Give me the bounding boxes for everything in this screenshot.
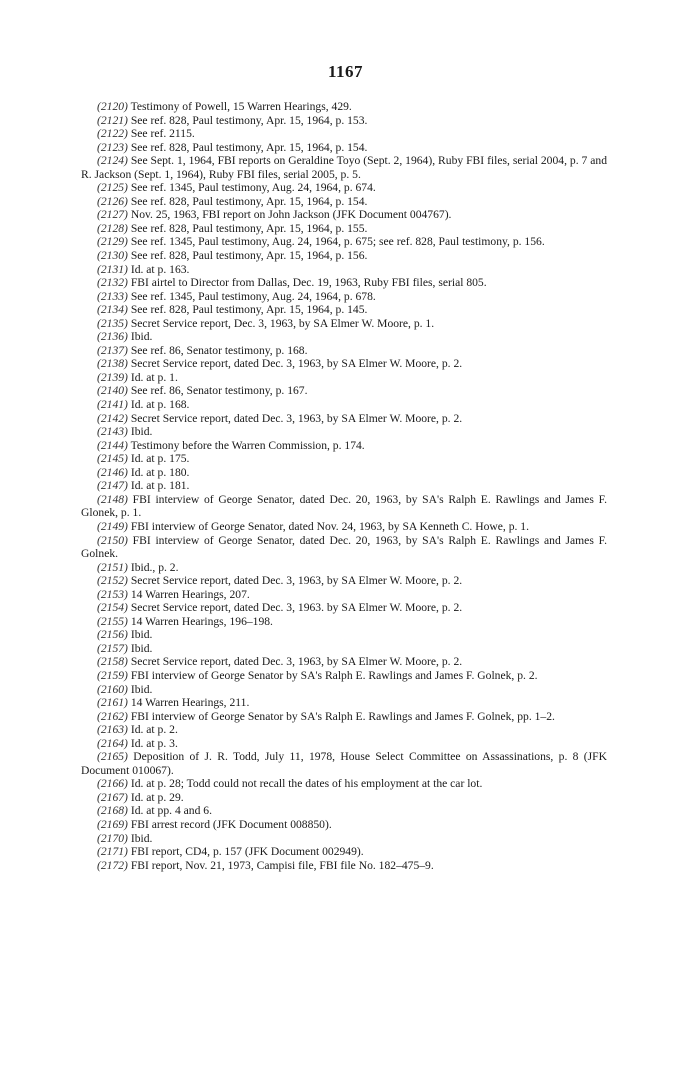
footnote-entry [81,466,607,480]
footnote-text: Secret Service report, Dec. 3, 1963, by SA Elmer W. Moore, p. 1. [130,316,435,330]
footnote-entry [81,845,607,859]
footnote-text: FBI interview of George Senator by SA's Ralph E. Rawlings and James F. Golnek, p. 2. [130,668,538,682]
footnote-entry [81,737,607,751]
footnote-number: (2155) [97,614,128,628]
footnote-text: FBI report, Nov. 21, 1973, Campisi file, FBI file No. 182–475–9. [130,858,434,872]
footnote-entry [81,114,607,128]
footnote-number: (2156) [97,628,128,642]
footnote-number: (2170) [97,831,128,845]
footnote-number: (2126) [97,194,128,208]
footnote-entry [81,208,607,222]
footnote-text: Id. at p. 180. [130,465,190,479]
footnote-number: (2161) [97,696,128,710]
footnote-entry [81,195,607,209]
footnote-number: (2148) [97,492,128,506]
footnote-text: Id. at p. 29. [130,790,184,804]
footnote-number: (2136) [97,330,128,344]
footnote-entry [81,290,607,304]
footnote-entry [81,534,607,561]
footnote-entry [81,561,607,575]
page-number: 1167 [327,62,364,81]
footnote-text: See Sept. 1, 1964, FBI reports on Geraldine Toyo (Sept. 2, 1964), Ruby FBI files, serial 2004, p. 7 and R. Jackson (Sept. 1, 1964), Ruby FBI files, serial 2005, p. 5. [81,154,607,181]
footnote-entry [81,235,607,249]
footnote-entry [81,615,607,629]
footnote-number: (2166) [97,777,128,791]
footnote-number: (2135) [97,316,128,330]
footnote-number: (2140) [97,384,128,398]
footnote-entry [81,710,607,724]
footnote-number: (2160) [97,682,128,696]
footnote-text: Id. at p. 1. [130,370,178,384]
footnote-entry [81,628,607,642]
footnote-entry [81,398,607,412]
footnote-number: (2128) [97,221,128,235]
footnote-text: Secret Service report, dated Dec. 3, 1963, by SA Elmer W. Moore, p. 2. [130,357,463,371]
footnote-entry [81,791,607,805]
footnote-text: See ref. 828, Paul testimony, Apr. 15, 1964, p. 155. [130,221,368,235]
footnote-text: FBI interview of George Senator, dated Dec. 20, 1963, by SA's Ralph E. Rawlings and James F. Golnek. [81,533,607,561]
footnote-text: See ref. 1345, Paul testimony, Aug. 24, 1964, p. 675; see ref. 828, Paul testimony, p. 156. [130,235,545,249]
footnote-entry [81,520,607,534]
footnote-entry [81,723,607,737]
footnote-entry [81,750,607,777]
footnote-text: FBI airtel to Director from Dallas, Dec. 19, 1963, Ruby FBI files, serial 805. [130,276,487,290]
footnote-entry [81,154,607,181]
footnote-number: (2151) [97,560,128,574]
footnote-text: See ref. 86, Senator testimony, p. 168. [130,343,308,357]
footnote-text: Secret Service report, dated Dec. 3, 1963. by SA Elmer W. Moore, p. 2. [130,601,463,615]
footnote-number: (2167) [97,790,128,804]
footnote-number: (2157) [97,641,128,655]
footnote-text: Testimony before the Warren Commission, p. 174. [130,438,365,452]
footnote-number: (2138) [97,357,128,371]
footnote-text: Id. at p. 2. [130,723,178,737]
footnote-text: 14 Warren Hearings, 207. [130,587,250,601]
footnote-number: (2171) [97,845,128,859]
footnote-number: (2169) [97,817,128,831]
footnote-entry [81,479,607,493]
footnote-text: Deposition of J. R. Todd, July 11, 1978, House Select Committee on Assassinations, p. 8 (JFK Document 010067). [81,750,607,777]
footnote-number: (2163) [97,723,128,737]
footnote-text: FBI interview of George Senator, dated Dec. 20, 1963, by SA's Ralph E. Rawlings and James F. Glonek, p. 1. [81,492,607,520]
footnote-number: (2144) [97,438,128,452]
footnote-entry [81,683,607,697]
footnote-entry [81,249,607,263]
footnote-text: FBI report, CD4, p. 157 (JFK Document 002949). [130,845,364,859]
footnote-entry [81,439,607,453]
footnote-entry [81,669,607,683]
footnote-number: (2150) [97,533,128,547]
footnote-number: (2147) [97,479,128,493]
footnote-text: Id. at p. 175. [130,452,190,466]
footnote-number: (2125) [97,181,128,195]
footnote-number: (2168) [97,804,128,818]
footnote-number: (2145) [97,452,128,466]
footnote-number: (2172) [97,858,128,872]
footnote-text: Ibid. [130,641,153,655]
footnote-entry [81,357,607,371]
footnote-text: FBI interview of George Senator, dated Nov. 24, 1963, by SA Kenneth C. Howe, p. 1. [130,519,529,533]
footnote-text: Id. at p. 181. [130,479,190,493]
footnote-text: Id. at p. 28; Todd could not recall the dates of his employment at the car lot. [130,777,483,791]
footnote-text: See ref. 1345, Paul testimony, Aug. 24, 1964, p. 674. [130,181,376,195]
footnote-number: (2134) [97,303,128,317]
footnote-number: (2143) [97,425,128,439]
footnote-entry [81,384,607,398]
footnote-text: See ref. 2115. [130,127,195,141]
footnote-number: (2153) [97,587,128,601]
footnote-number: (2129) [97,235,128,249]
footnote-text: 14 Warren Hearings, 211. [130,696,250,710]
footnote-text: Ibid. [130,330,153,344]
footnote-number: (2139) [97,370,128,384]
footnote-text: Secret Service report, dated Dec. 3, 1963, by SA Elmer W. Moore, p. 2. [130,655,463,669]
footnote-entry [81,330,607,344]
footnote-entry [81,412,607,426]
footnote-entry [81,141,607,155]
footnotes-list [81,100,607,872]
footnote-text: See ref. 828, Paul testimony, Apr. 15, 1964, p. 154. [130,194,368,208]
footnote-entry [81,371,607,385]
footnote-text: See ref. 828, Paul testimony, Apr. 15, 1964, p. 154. [130,140,368,154]
footnote-text: FBI interview of George Senator by SA's Ralph E. Rawlings and James F. Golnek, pp. 1–2. [130,709,555,723]
footnote-text: 14 Warren Hearings, 196–198. [130,614,273,628]
footnote-number: (2131) [97,262,128,276]
footnote-text: See ref. 1345, Paul testimony, Aug. 24, 1964, p. 678. [130,289,376,303]
footnote-entry [81,263,607,277]
footnote-number: (2162) [97,709,128,723]
footnote-text: See ref. 828, Paul testimony, Apr. 15, 1964, p. 145. [130,303,368,317]
footnote-number: (2141) [97,398,128,412]
footnote-number: (2127) [97,208,128,222]
footnote-text: Ibid., p. 2. [130,560,179,574]
footnote-text: Id. at pp. 4 and 6. [130,804,212,818]
footnote-entry [81,818,607,832]
footnote-text: See ref. 828, Paul testimony, Apr. 15, 1964, p. 156. [130,249,368,263]
footnote-text: Secret Service report, dated Dec. 3, 1963, by SA Elmer W. Moore, p. 2. [130,411,463,425]
footnote-entry [81,574,607,588]
footnote-entry [81,832,607,846]
footnote-text: Id. at p. 163. [130,262,190,276]
footnote-number: (2152) [97,574,128,588]
footnote-entry [81,655,607,669]
footnote-text: Nov. 25, 1963, FBI report on John Jackson (JFK Document 004767). [130,208,452,222]
footnote-entry [81,317,607,331]
footnote-entry [81,100,607,114]
footnote-entry [81,696,607,710]
footnote-text: Ibid. [130,425,153,439]
footnote-text: FBI arrest record (JFK Document 008850). [130,817,332,831]
footnote-entry [81,181,607,195]
footnote-number: (2164) [97,736,128,750]
footnote-number: (2159) [97,668,128,682]
footnote-entry [81,344,607,358]
footnote-text: Ibid. [130,682,153,696]
footnote-number: (2165) [97,750,128,764]
footnote-entry [81,804,607,818]
footnote-number: (2124) [97,154,128,168]
footnote-number: (2133) [97,289,128,303]
footnote-entry [81,425,607,439]
footnote-entry [81,127,607,141]
footnote-text: Id. at p. 168. [130,398,190,412]
footnote-number: (2137) [97,343,128,357]
footnote-number: (2122) [97,127,128,141]
footnote-entry [81,222,607,236]
footnote-entry [81,859,607,873]
footnote-text: See ref. 86, Senator testimony, p. 167. [130,384,308,398]
footnote-entry [81,642,607,656]
footnote-number: (2146) [97,465,128,479]
footnote-entry [81,276,607,290]
footnote-entry [81,303,607,317]
footnote-text: Ibid. [130,628,153,642]
footnote-entry [81,493,607,520]
footnote-entry [81,601,607,615]
footnote-entry [81,777,607,791]
footnote-entry [81,452,607,466]
footnote-entry [81,588,607,602]
footnote-number: (2154) [97,601,128,615]
footnote-number: (2123) [97,140,128,154]
footnote-text: Testimony of Powell, 15 Warren Hearings, 429. [130,100,352,113]
footnote-number: (2132) [97,276,128,290]
footnote-number: (2142) [97,411,128,425]
footnote-text: See ref. 828, Paul testimony, Apr. 15, 1964, p. 153. [130,113,368,127]
footnote-number: (2121) [97,113,128,127]
footnote-number: (2120) [97,100,128,113]
footnote-number: (2149) [97,519,128,533]
footnote-number: (2130) [97,249,128,263]
footnote-text: Ibid. [130,831,153,845]
footnote-text: Id. at p. 3. [130,736,178,750]
footnote-number: (2158) [97,655,128,669]
footnote-text: Secret Service report, dated Dec. 3, 1963, by SA Elmer W. Moore, p. 2. [130,574,463,588]
